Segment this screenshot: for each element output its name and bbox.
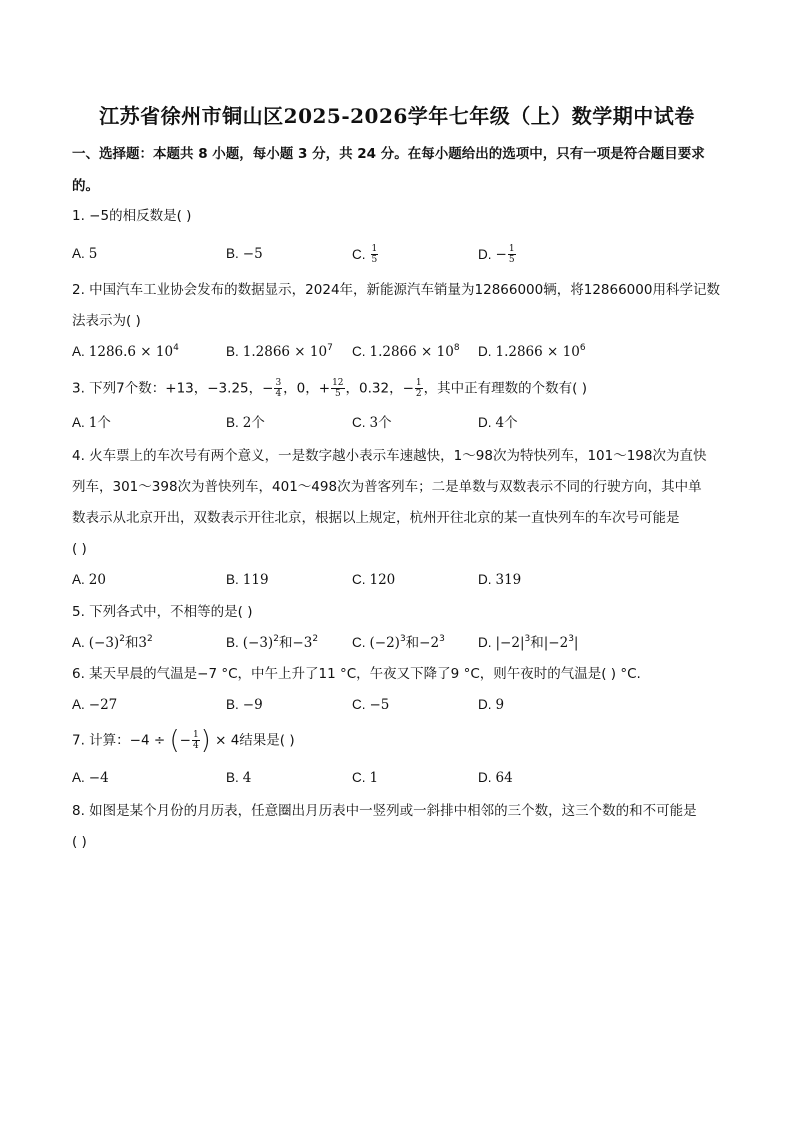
question-1-option-c xyxy=(352,244,379,265)
option-letter: D. xyxy=(478,246,492,262)
option-letter: A. xyxy=(72,635,85,650)
question-3-option-d xyxy=(478,413,518,433)
exponent: 3 xyxy=(568,634,574,644)
stem-text: × 4结果是( ) xyxy=(210,732,295,749)
fraction-denominator: 5 xyxy=(371,255,378,265)
question-5-stem: 5. 下列各式中，不相等的是( ) xyxy=(72,604,253,620)
question-4-stem-cont: 数表示从北京开出，双数表示开往北京，根据以上规定，杭州开往北京的某一直快列车的车次号可能是 xyxy=(72,510,680,526)
option-value: 和−2 xyxy=(405,635,440,651)
option-letter: C. xyxy=(352,344,366,359)
option-letter: C. xyxy=(352,697,366,712)
option-value: 4个 xyxy=(495,415,518,431)
option-letter: A. xyxy=(72,572,85,587)
fraction xyxy=(274,378,282,399)
option-letter: A. xyxy=(72,344,85,359)
question-4-option-d xyxy=(478,570,521,590)
option-value: −27 xyxy=(88,697,118,713)
option-value: (−3) xyxy=(88,635,120,651)
option-letter: D. xyxy=(478,697,492,712)
question-3-option-a xyxy=(72,413,111,433)
exam-title: 江苏省徐州市铜山区2025-2026学年七年级（上）数学期中试卷 xyxy=(99,104,695,128)
exponent: 2 xyxy=(119,634,125,644)
exponent: 2 xyxy=(273,634,279,644)
fraction-numerator: 3 xyxy=(275,378,282,388)
option-value: 1.2866 × 10 xyxy=(495,344,580,360)
option-letter: C. xyxy=(352,770,366,785)
question-2-stem-cont: 法表示为( ) xyxy=(72,313,141,329)
section-heading: 一、选择题：本题共 8 小题，每小题 3 分，共 24 分。在每小题给出的选项中，只有一项是符合题目要求 xyxy=(72,146,705,162)
question-3-option-c xyxy=(352,413,392,433)
left-parenthesis: ( xyxy=(169,725,180,756)
option-value: 1个 xyxy=(88,415,111,431)
right-parenthesis: ) xyxy=(200,725,211,756)
question-8-stem-cont: ( ) xyxy=(72,834,87,850)
option-value: 和3 xyxy=(124,635,148,651)
fraction-denominator: 4 xyxy=(192,741,199,751)
option-value: |−2| xyxy=(495,635,525,651)
stem-text: ，0，+ xyxy=(283,380,331,397)
exponent: 2 xyxy=(147,634,153,644)
option-letter: A. xyxy=(72,246,85,261)
question-5-option-c xyxy=(352,633,445,653)
option-value: 119 xyxy=(242,572,269,588)
option-letter: B. xyxy=(226,770,239,785)
option-letter: B. xyxy=(226,635,239,650)
fraction-denominator: 2 xyxy=(415,389,422,399)
question-4-option-c xyxy=(352,570,395,590)
question-4-option-a xyxy=(72,570,106,590)
exponent: 2 xyxy=(312,634,319,644)
question-6-option-a xyxy=(72,695,117,715)
option-value: 2个 xyxy=(242,415,265,431)
fraction-numerator: 1 xyxy=(415,378,422,388)
fraction xyxy=(415,378,423,399)
question-6-stem: 6. 某天早晨的气温是−7 °C，中午上升了11 °C，午夜又下降了9 °C，则午夜时的气温是( ) °C. xyxy=(72,666,641,682)
option-letter: C. xyxy=(352,415,366,430)
exponent: 3 xyxy=(399,634,406,644)
exponent: 3 xyxy=(439,634,445,644)
option-value: −4 xyxy=(88,770,109,786)
section-heading-cont: 的。 xyxy=(72,178,99,194)
option-value: 和|−2 xyxy=(530,635,569,651)
option-value: 和−3 xyxy=(278,635,313,651)
option-letter: A. xyxy=(72,770,85,785)
option-value: 3个 xyxy=(369,415,392,431)
option-value: 20 xyxy=(88,572,106,588)
option-letter: C. xyxy=(352,572,366,587)
question-7-option-b xyxy=(226,768,251,788)
question-6-option-d xyxy=(478,695,504,715)
option-letter: D. xyxy=(478,344,492,359)
fraction-denominator: 4 xyxy=(275,389,282,399)
question-5-option-a xyxy=(72,633,153,653)
option-value: −5 xyxy=(242,246,263,262)
option-letter: D. xyxy=(478,770,492,785)
option-letter: C. xyxy=(352,246,366,262)
option-letter: B. xyxy=(226,697,239,712)
option-value: 120 xyxy=(369,572,396,588)
option-value: 9 xyxy=(495,697,505,713)
option-value: 1286.6 × 10 xyxy=(88,344,174,360)
option-value: 319 xyxy=(495,572,522,588)
question-1-option-d xyxy=(478,244,517,265)
question-4-stem: 4. 火车票上的车次号有两个意义，一是数字越小表示车速越快，1～98次为特快列车，101～198次为直快 xyxy=(72,448,707,464)
fraction xyxy=(192,730,200,751)
exponent: 3 xyxy=(524,634,531,644)
minus-sign: − xyxy=(179,732,191,749)
minus-sign: − xyxy=(495,246,507,263)
option-letter: A. xyxy=(72,697,85,712)
fraction-numerator: 1 xyxy=(508,244,515,254)
question-4-option-b xyxy=(226,570,269,590)
question-7-option-d xyxy=(478,768,513,788)
exponent: 7 xyxy=(327,343,333,353)
stem-text: ，0.32，− xyxy=(345,380,414,397)
option-value: | xyxy=(573,635,579,651)
question-6-option-b xyxy=(226,695,263,715)
option-value: 1.2866 × 10 xyxy=(242,344,328,360)
exponent: 6 xyxy=(579,343,586,353)
question-3-option-b xyxy=(226,413,265,433)
question-2-stem: 2. 中国汽车工业协会发布的数据显示，2024年，新能源汽车销量为12866000辆，将12866000用科学记数 xyxy=(72,282,720,298)
question-6-option-c xyxy=(352,695,389,715)
question-2-option-b xyxy=(226,342,333,362)
fraction xyxy=(371,244,379,265)
question-7-option-c xyxy=(352,768,378,788)
option-value: 64 xyxy=(495,770,513,786)
option-value: −5 xyxy=(369,697,390,713)
question-1-option-a xyxy=(72,244,97,264)
option-letter: C. xyxy=(352,635,366,650)
stem-text: ，其中正有理数的个数有( ) xyxy=(423,380,587,397)
option-value: 1 xyxy=(369,770,379,786)
option-letter: D. xyxy=(478,572,492,587)
fraction-numerator: 1 xyxy=(371,244,378,254)
fraction xyxy=(331,378,344,399)
option-value: (−2) xyxy=(369,635,400,651)
question-2-option-c xyxy=(352,342,460,362)
question-7-stem xyxy=(72,725,295,756)
question-1-option-b xyxy=(226,244,263,264)
option-letter: D. xyxy=(478,415,492,430)
question-7-option-a xyxy=(72,768,109,788)
fraction-numerator: 12 xyxy=(332,378,344,388)
option-letter: B. xyxy=(226,572,239,587)
question-2-option-d xyxy=(478,342,586,362)
option-letter: D. xyxy=(478,635,492,650)
option-letter: B. xyxy=(226,344,239,359)
fraction-denominator: 5 xyxy=(508,255,515,265)
option-value: 4 xyxy=(242,770,252,786)
question-8-stem: 8. 如图是某个月份的月历表，任意圈出月历表中一竖列或一斜排中相邻的三个数，这三个数的和不可能是 xyxy=(72,803,697,819)
question-4-stem-cont: 列车，301～398次为普快列车，401～498次为普客列车；二是单数与双数表示不同的行驶方向，其中单 xyxy=(72,479,702,495)
fraction xyxy=(508,244,516,265)
question-5-option-d xyxy=(478,633,578,653)
fraction-numerator: 1 xyxy=(192,730,199,740)
option-value: (−3) xyxy=(242,635,274,651)
stem-text: 3. 下列7个数：+13，−3.25，− xyxy=(72,380,274,397)
option-letter: A. xyxy=(72,415,85,430)
option-value: −9 xyxy=(242,697,263,713)
option-letter: B. xyxy=(226,246,239,261)
exponent: 8 xyxy=(453,343,460,353)
question-1-stem: 1. −5的相反数是( ) xyxy=(72,208,192,224)
question-4-stem-cont: ( ) xyxy=(72,541,87,557)
option-value: 1.2866 × 10 xyxy=(369,344,454,360)
question-2-option-a xyxy=(72,342,179,362)
option-value: 5 xyxy=(88,246,98,262)
question-5-option-b xyxy=(226,633,318,653)
question-3-stem xyxy=(72,378,587,399)
exponent: 4 xyxy=(173,343,179,353)
option-letter: B. xyxy=(226,415,239,430)
fraction-denominator: 5 xyxy=(334,389,341,399)
stem-text: 7. 计算：−4 ÷ xyxy=(72,732,170,749)
